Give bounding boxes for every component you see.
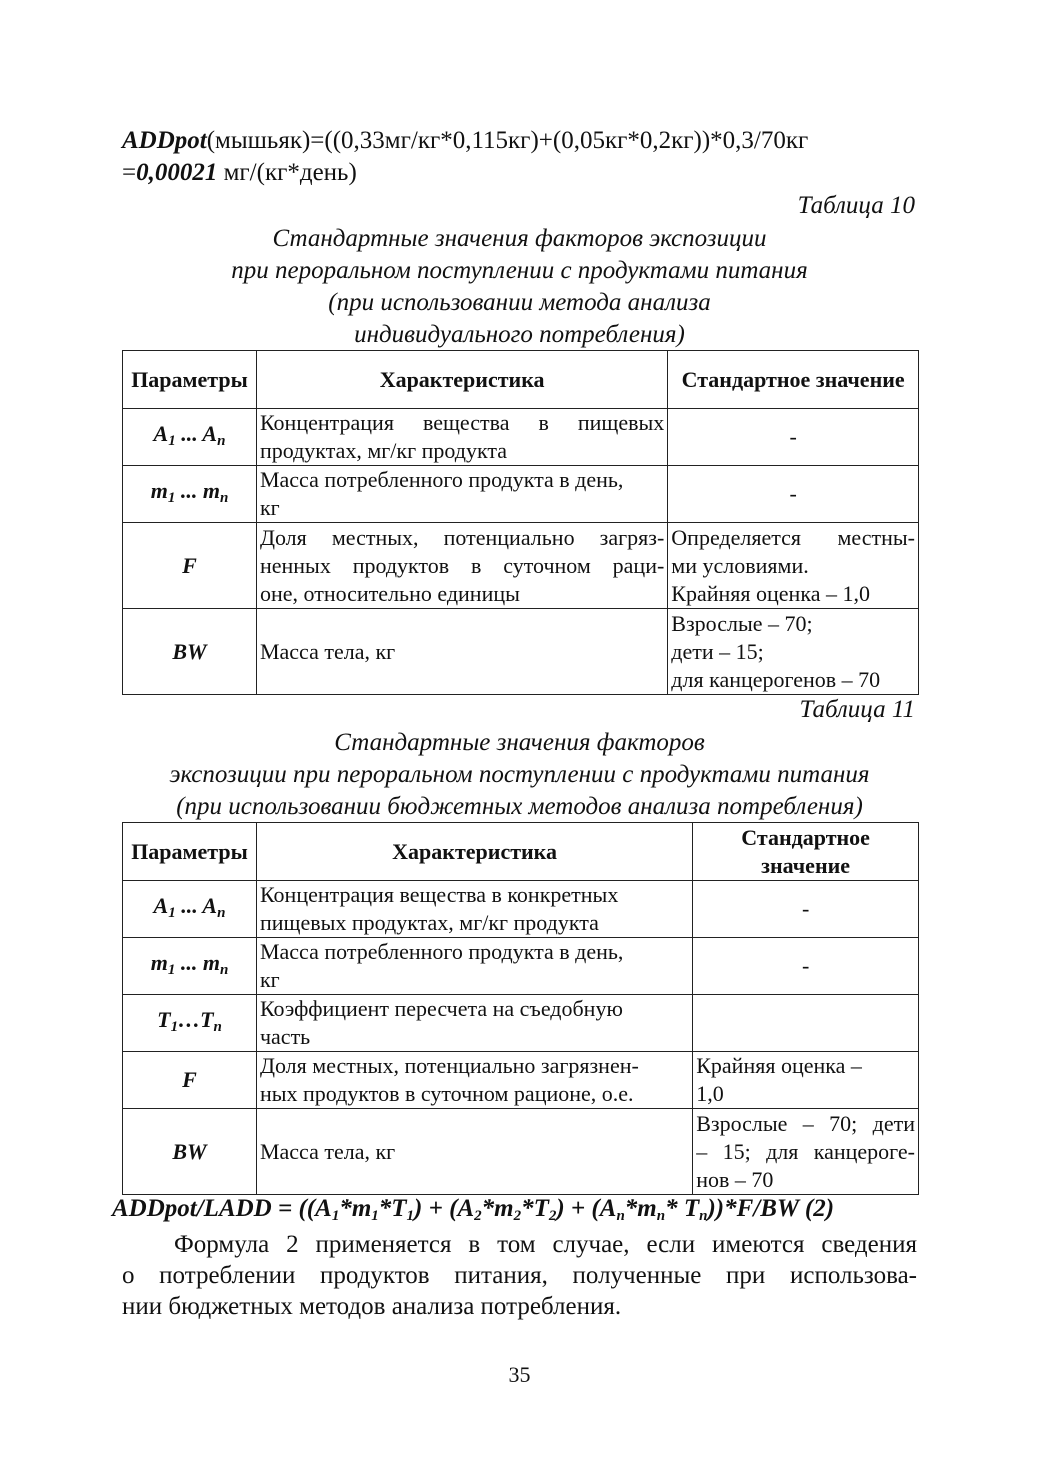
desc-cell: Коэффициент пересчета на съедобную часть — [256, 995, 692, 1052]
table-row — [123, 1109, 919, 1195]
table-10-title-line: (при использовании метода анализа — [328, 289, 711, 316]
value-cell: Взрослые – 70; дети – 15; для канцерогенов – 70 — [668, 609, 919, 695]
value-cell: - — [693, 881, 919, 938]
table-10-label: Таблица 10 — [797, 192, 915, 219]
value-cell: - — [668, 409, 919, 466]
table-row — [123, 938, 919, 995]
table-10 — [122, 350, 919, 695]
value-cell: - — [693, 938, 919, 995]
desc-cell: Доля местных, потенциально загряз- ненных продуктов в суточном раци- оне, относительно единицы — [256, 523, 667, 609]
table-row — [123, 609, 919, 695]
table-11-title-line: Стандартные значения факторов — [334, 729, 705, 756]
table-header-row — [123, 351, 919, 409]
value-cell: - — [668, 466, 919, 523]
table-11-title-line: (при использовании бюджетных методов анализа потребления) — [176, 793, 863, 820]
table-10-title-line: индивидуального потребления) — [354, 321, 685, 348]
body-paragraph — [122, 1229, 917, 1322]
param-cell: $T_1\dots T_n$ — [123, 995, 257, 1052]
param-cell: $A_1$ ... $A_n$ — [123, 881, 257, 938]
table-header-row — [123, 823, 919, 881]
header-standard-value: Стандартное значение — [668, 351, 919, 409]
formula-1-line-2 — [122, 158, 357, 188]
header-characteristic: Характеристика — [256, 823, 692, 881]
table-row — [123, 409, 919, 466]
param-cell: BW — [123, 609, 257, 695]
param-cell: F — [123, 1052, 257, 1109]
page-number: 35 — [508, 1362, 531, 1387]
table-11-title-line: экспозиции при пероральном поступлении с продуктами питания — [169, 761, 870, 788]
table-11-label: Таблица 11 — [799, 696, 915, 723]
desc-cell: Масса потребленного продукта в день, кг — [256, 938, 692, 995]
desc-cell: Масса тела, кг — [256, 1109, 692, 1195]
table-11 — [122, 822, 919, 1195]
table-10-title-line: Стандартные значения факторов экспозиции — [272, 225, 767, 252]
table-row — [123, 995, 919, 1052]
value-cell: Крайняя оценка – 1,0 — [693, 1052, 919, 1109]
formula-2: ADDpot/LADD = ($(A_1*m_1*T_1) + (A_2*m_2*T_2) + (A_n*m_n*$ $T_n))*F/BW$ (2) — [112, 1195, 835, 1224]
param-cell: BW — [123, 1109, 257, 1195]
header-parameters: Параметры — [123, 351, 257, 409]
formula-1-eq: = — [122, 159, 137, 186]
paragraph-line: о потреблении продуктов питания, полученные при использова- — [122, 1262, 917, 1289]
header-parameters: Параметры — [123, 823, 257, 881]
formula-1-unit: мг/(кг*день) — [217, 159, 357, 186]
desc-cell: Масса тела, кг — [256, 609, 667, 695]
header-characteristic: Характеристика — [256, 351, 667, 409]
param-cell: $m_1$ ... $m_n$ — [123, 938, 257, 995]
value-cell: Взрослые – 70; дети – 15; для канцероге- нов – 70 — [693, 1109, 919, 1195]
formula-1-args: (мышьяк)=((0,33мг/кг*0,115кг)+(0,05кг*0,2кг))*0,3/70кг — [206, 127, 809, 154]
param-cell: $A_1$ ... $A_n$ — [123, 409, 257, 466]
value-cell — [693, 995, 919, 1052]
table-10-title-line: при пероральном поступлении с продуктами питания — [231, 257, 808, 284]
desc-cell: Концентрация вещества в пищевых продуктах, мг/кг продукта — [256, 409, 667, 466]
formula-1-result: 0,00021 — [136, 159, 218, 186]
header-standard-value: Стандартное значение — [693, 823, 919, 881]
table-row — [123, 881, 919, 938]
desc-cell: Доля местных, потенциально загрязнен- ных продуктов в суточном рационе, о.е. — [256, 1052, 692, 1109]
desc-cell: Концентрация вещества в конкретных пищевых продуктах, мг/кг продукта — [256, 881, 692, 938]
value-cell: Определяется местны- ми условиями. Крайняя оценка – 1,0 — [668, 523, 919, 609]
param-cell: $m_1$ ... $m_n$ — [123, 466, 257, 523]
table-row — [123, 523, 919, 609]
formula-1-lhs: ADDpot — [122, 127, 207, 154]
desc-cell: Масса потребленного продукта в день, кг — [256, 466, 667, 523]
formula-1-line-1 — [122, 126, 808, 156]
paragraph-line: Формула 2 применяется в том случае, если имеются сведения — [174, 1231, 917, 1258]
table-row — [123, 466, 919, 523]
param-cell: F — [123, 523, 257, 609]
paragraph-line: нии бюджетных методов анализа потребления. — [122, 1293, 622, 1320]
table-row — [123, 1052, 919, 1109]
